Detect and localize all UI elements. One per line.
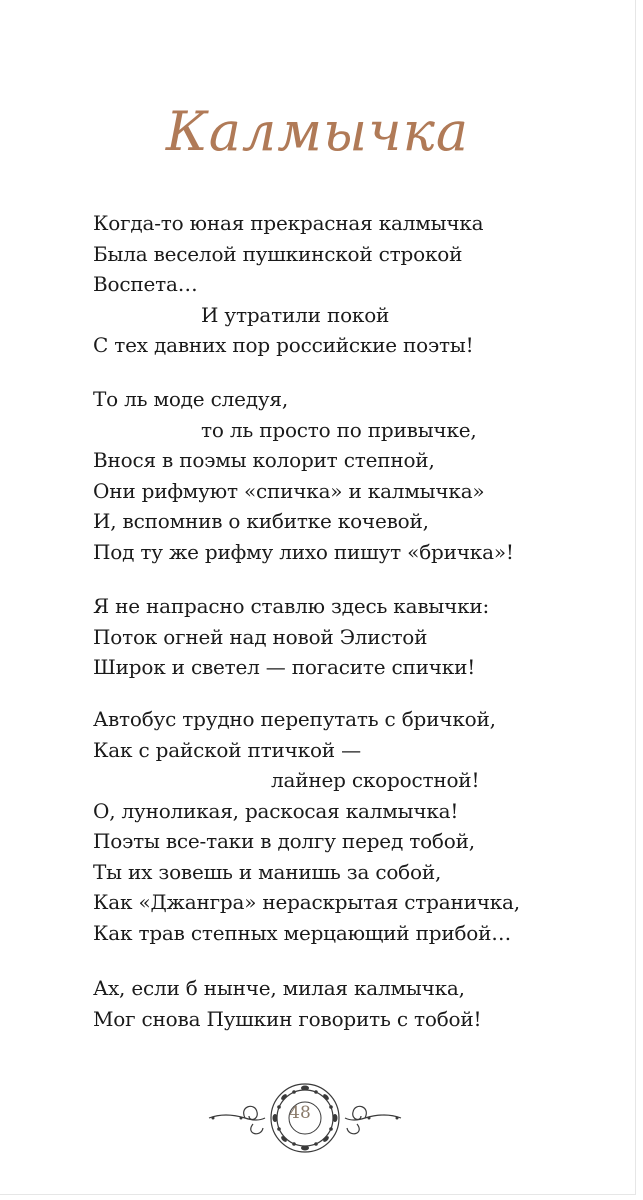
poem-line: Была веселой пушкинской строкой [93,241,463,266]
poem-line: Как с райской птичкой — [93,737,361,762]
poem-line: О, луноликая, раскосая калмычка! [93,798,459,823]
poem-line: Они рифмуют «спичка» и калмычка» [93,478,485,503]
poem-line: Ты их зовешь и манишь за собой, [93,859,442,884]
poem-line: И, вспомнив о кибитке кочевой, [93,509,429,533]
poem-title: Калмычка [165,100,470,163]
poem-line: Под ту же рифму лихо пишут «бричка»! [93,539,514,564]
poem-line: Воспета… [93,272,198,296]
poem-line: Я не напрасно ставлю здесь кавычки: [93,594,490,618]
page-number: 48 [289,1103,311,1123]
poem-line: Как «Джангра» нераскрытая страничка, [93,890,520,914]
poem-line: Внося в поэмы колорит степной, [93,448,435,472]
poem-line: то ль просто по привычке, [201,417,477,442]
poem-line: То ль моде следуя, [93,387,288,411]
poem-line: Ах, если б нынче, милая калмычка, [93,976,465,1000]
poem-line: Как трав степных мерцающий прибой… [93,920,512,945]
poem-line: Поэты все-таки в долгу перед тобой, [93,829,475,853]
stanza [93,591,613,683]
stanza [93,704,613,948]
poem-line: Широк и светел — погасите спички! [93,655,476,679]
stanza [93,208,613,361]
stanza [93,973,613,1034]
poem-line: Поток огней над новой Элистой [93,624,428,649]
poem-line: И утратили покой [201,302,390,327]
poem-line: Автобус трудно перепутать с бричкой, [93,707,496,731]
stanza [93,384,613,567]
poem-line: Мог снова Пушкин говорить с тобой! [93,1006,482,1031]
poem-line: лайнер скоростной! [271,768,480,792]
poem-line: С тех давних пор российские поэты! [93,333,474,357]
poem-line: Когда-то юная прекрасная калмычка [93,211,484,235]
